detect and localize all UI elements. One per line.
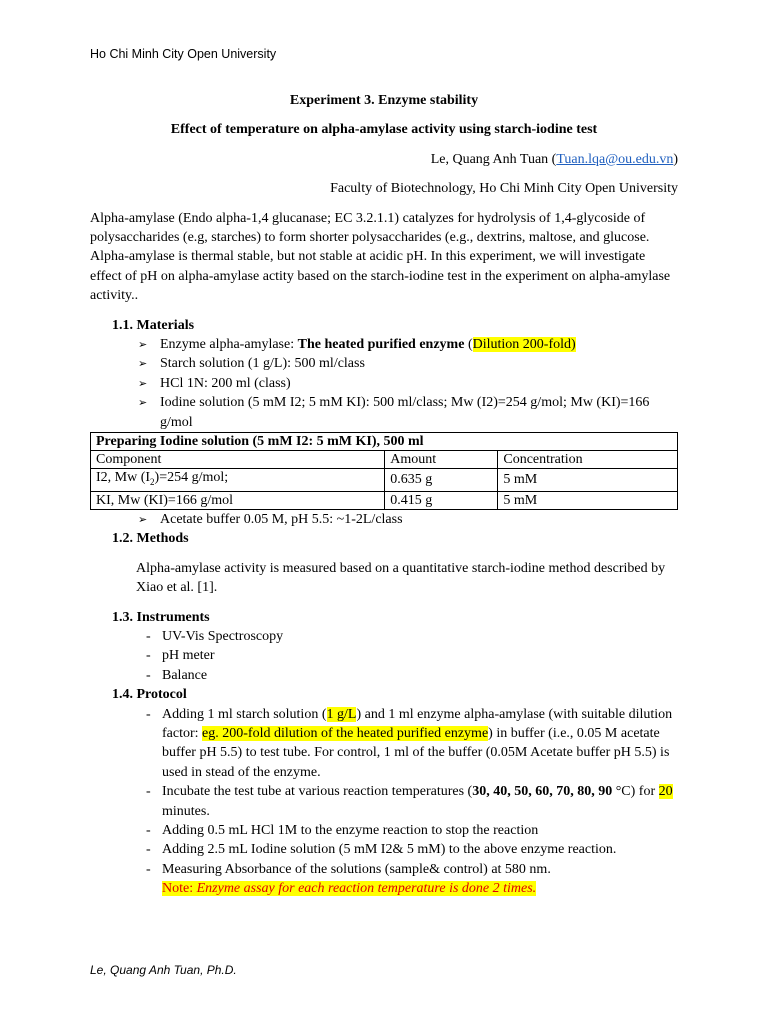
list-item: ➢ HCl 1N: 200 ml (class) [138, 374, 678, 393]
list-item: - Adding 1 ml starch solution (1 g/L) and 1 ml enzyme alpha-amylase (with suitable dilution factor: eg. 200-fold dilution of the heated purified enzyme) in buffer (i.e., 0.05 M acetate buffer pH 5.5) to test tube. For control, 1 ml of the buffer (0.05M Acetate buffer pH 5.5) is used in stead of the enzyme. [146, 706, 673, 780]
list-item: - UV-Vis Spectroscopy [146, 628, 284, 644]
list-item: - Adding 0.5 mL HCl 1M to the enzyme reaction to stop the reaction [146, 822, 539, 838]
instruments-list [90, 627, 678, 685]
table-cell: I2, Mw $(I_2)=254$ g/mol; [91, 469, 385, 492]
arrow-bullet-icon: ➢ [138, 396, 148, 410]
list-item: - Adding 2.5 mL Iodine solution (5 mM I2& 5 mM) to the above enzyme reaction. [146, 842, 617, 858]
table-header: Concentration [498, 451, 678, 469]
table-header: Amount [385, 451, 498, 469]
note: Note: Enzyme assay for each reaction temperature is done 2 times. [162, 881, 537, 897]
methods-heading: 1.2. Methods [112, 531, 189, 547]
table-header-row [91, 451, 678, 469]
table-cell: 0.415 g [385, 491, 498, 509]
highlight: Dilution 200-fold) [472, 337, 576, 353]
arrow-bullet-icon: ➢ [138, 512, 148, 526]
protocol-list [90, 705, 678, 899]
arrow-bullet-icon: ➢ [138, 376, 148, 390]
materials-list [90, 335, 678, 432]
iodine-table [90, 432, 678, 510]
list-item: ➢ Starch solution (1 g/L): 500 ml/class [138, 354, 678, 373]
table-row [91, 491, 678, 509]
table-row [91, 469, 678, 492]
author-suffix: ) [673, 151, 678, 167]
arrow-bullet-icon: ➢ [138, 338, 148, 352]
list-item: ➢ Iodine solution (5 mM I2; 5 mM KI): 500 ml/class; Mw (I2)=254 g/mol; Mw (KI)=166 g/mol [138, 395, 650, 430]
methods-text: Alpha-amylase activity is measured based on a quantitative starch-iodine method described by Xiao et al. [1]. [136, 560, 666, 596]
arrow-bullet-icon: ➢ [138, 357, 148, 371]
list-item: - Balance [146, 667, 208, 683]
list-item: - Incubate the test tube at various reaction temperatures (30, 40, 50, 60, 70, 80, 90 °C) for 20 minutes. [146, 784, 673, 819]
instruments-heading: 1.3. Instruments [112, 609, 210, 625]
table-cell: KI, Mw (KI)=166 g/mol [91, 491, 385, 509]
page-footer: Le, Quang Anh Tuan, Ph.D. [90, 963, 237, 977]
affiliation: Faculty of Biotechnology, Ho Chi Minh City Open University [330, 181, 678, 197]
materials-list-cont [90, 510, 678, 529]
highlight: 1 g/L [326, 706, 357, 722]
table-cell: 5 mM [498, 469, 678, 492]
author-email-link[interactable]: Tuan.lqa@ou.edu.vn [556, 151, 674, 167]
protocol-heading: 1.4. Protocol [112, 687, 187, 703]
table-caption: Preparing Iodine solution (5 mM I2: 5 mM KI), 500 ml [91, 433, 678, 451]
author-line [90, 150, 678, 169]
document-title: Experiment 3. Enzyme stability [289, 93, 479, 108]
table-header: Component [91, 451, 385, 469]
highlight: 20 [658, 784, 673, 800]
table-cell: 0.635 g [385, 469, 498, 492]
document-body [90, 91, 678, 899]
list-item: ➢ Acetate buffer 0.05 M, pH 5.5: ~1-2L/class [138, 510, 678, 529]
list-item: - Measuring Absorbance of the solutions (sample& control) at 580 nm. Note: Enzyme assay for each reaction temperature is done 2 times. [146, 861, 551, 897]
highlight: eg. 200-fold dilution of the heated purified enzyme [202, 725, 489, 741]
list-item: ➢ Enzyme alpha-amylase: The heated purified enzyme (Dilution 200-fold) [138, 335, 678, 354]
materials-heading: 1.1. Materials [112, 317, 195, 333]
author-name: Le, Quang Anh Tuan ( [430, 151, 557, 167]
page-header: Ho Chi Minh City Open University [90, 47, 277, 61]
intro-paragraph: Alpha-amylase (Endo alpha-1,4 glucanase; EC 3.2.1.1) catalyzes for hydrolysis of 1,4-glycoside of polysaccharides (e.g, starches) to form shorter polysaccharides (e.g., dextrins, maltose, and glucose. Alpha-amylase is thermal stable, but not stable at acidic pH. In this experiment, we will investigate effect of pH on alpha-amylase actity based on the starch-iodine test in the experiment on alpha-amylase activity.. [90, 210, 671, 304]
table-cell: 5 mM [498, 491, 678, 509]
document-subtitle: Effect of temperature on alpha-amylase activity using starch-iodine test [170, 122, 598, 138]
list-item: - pH meter [146, 648, 215, 664]
